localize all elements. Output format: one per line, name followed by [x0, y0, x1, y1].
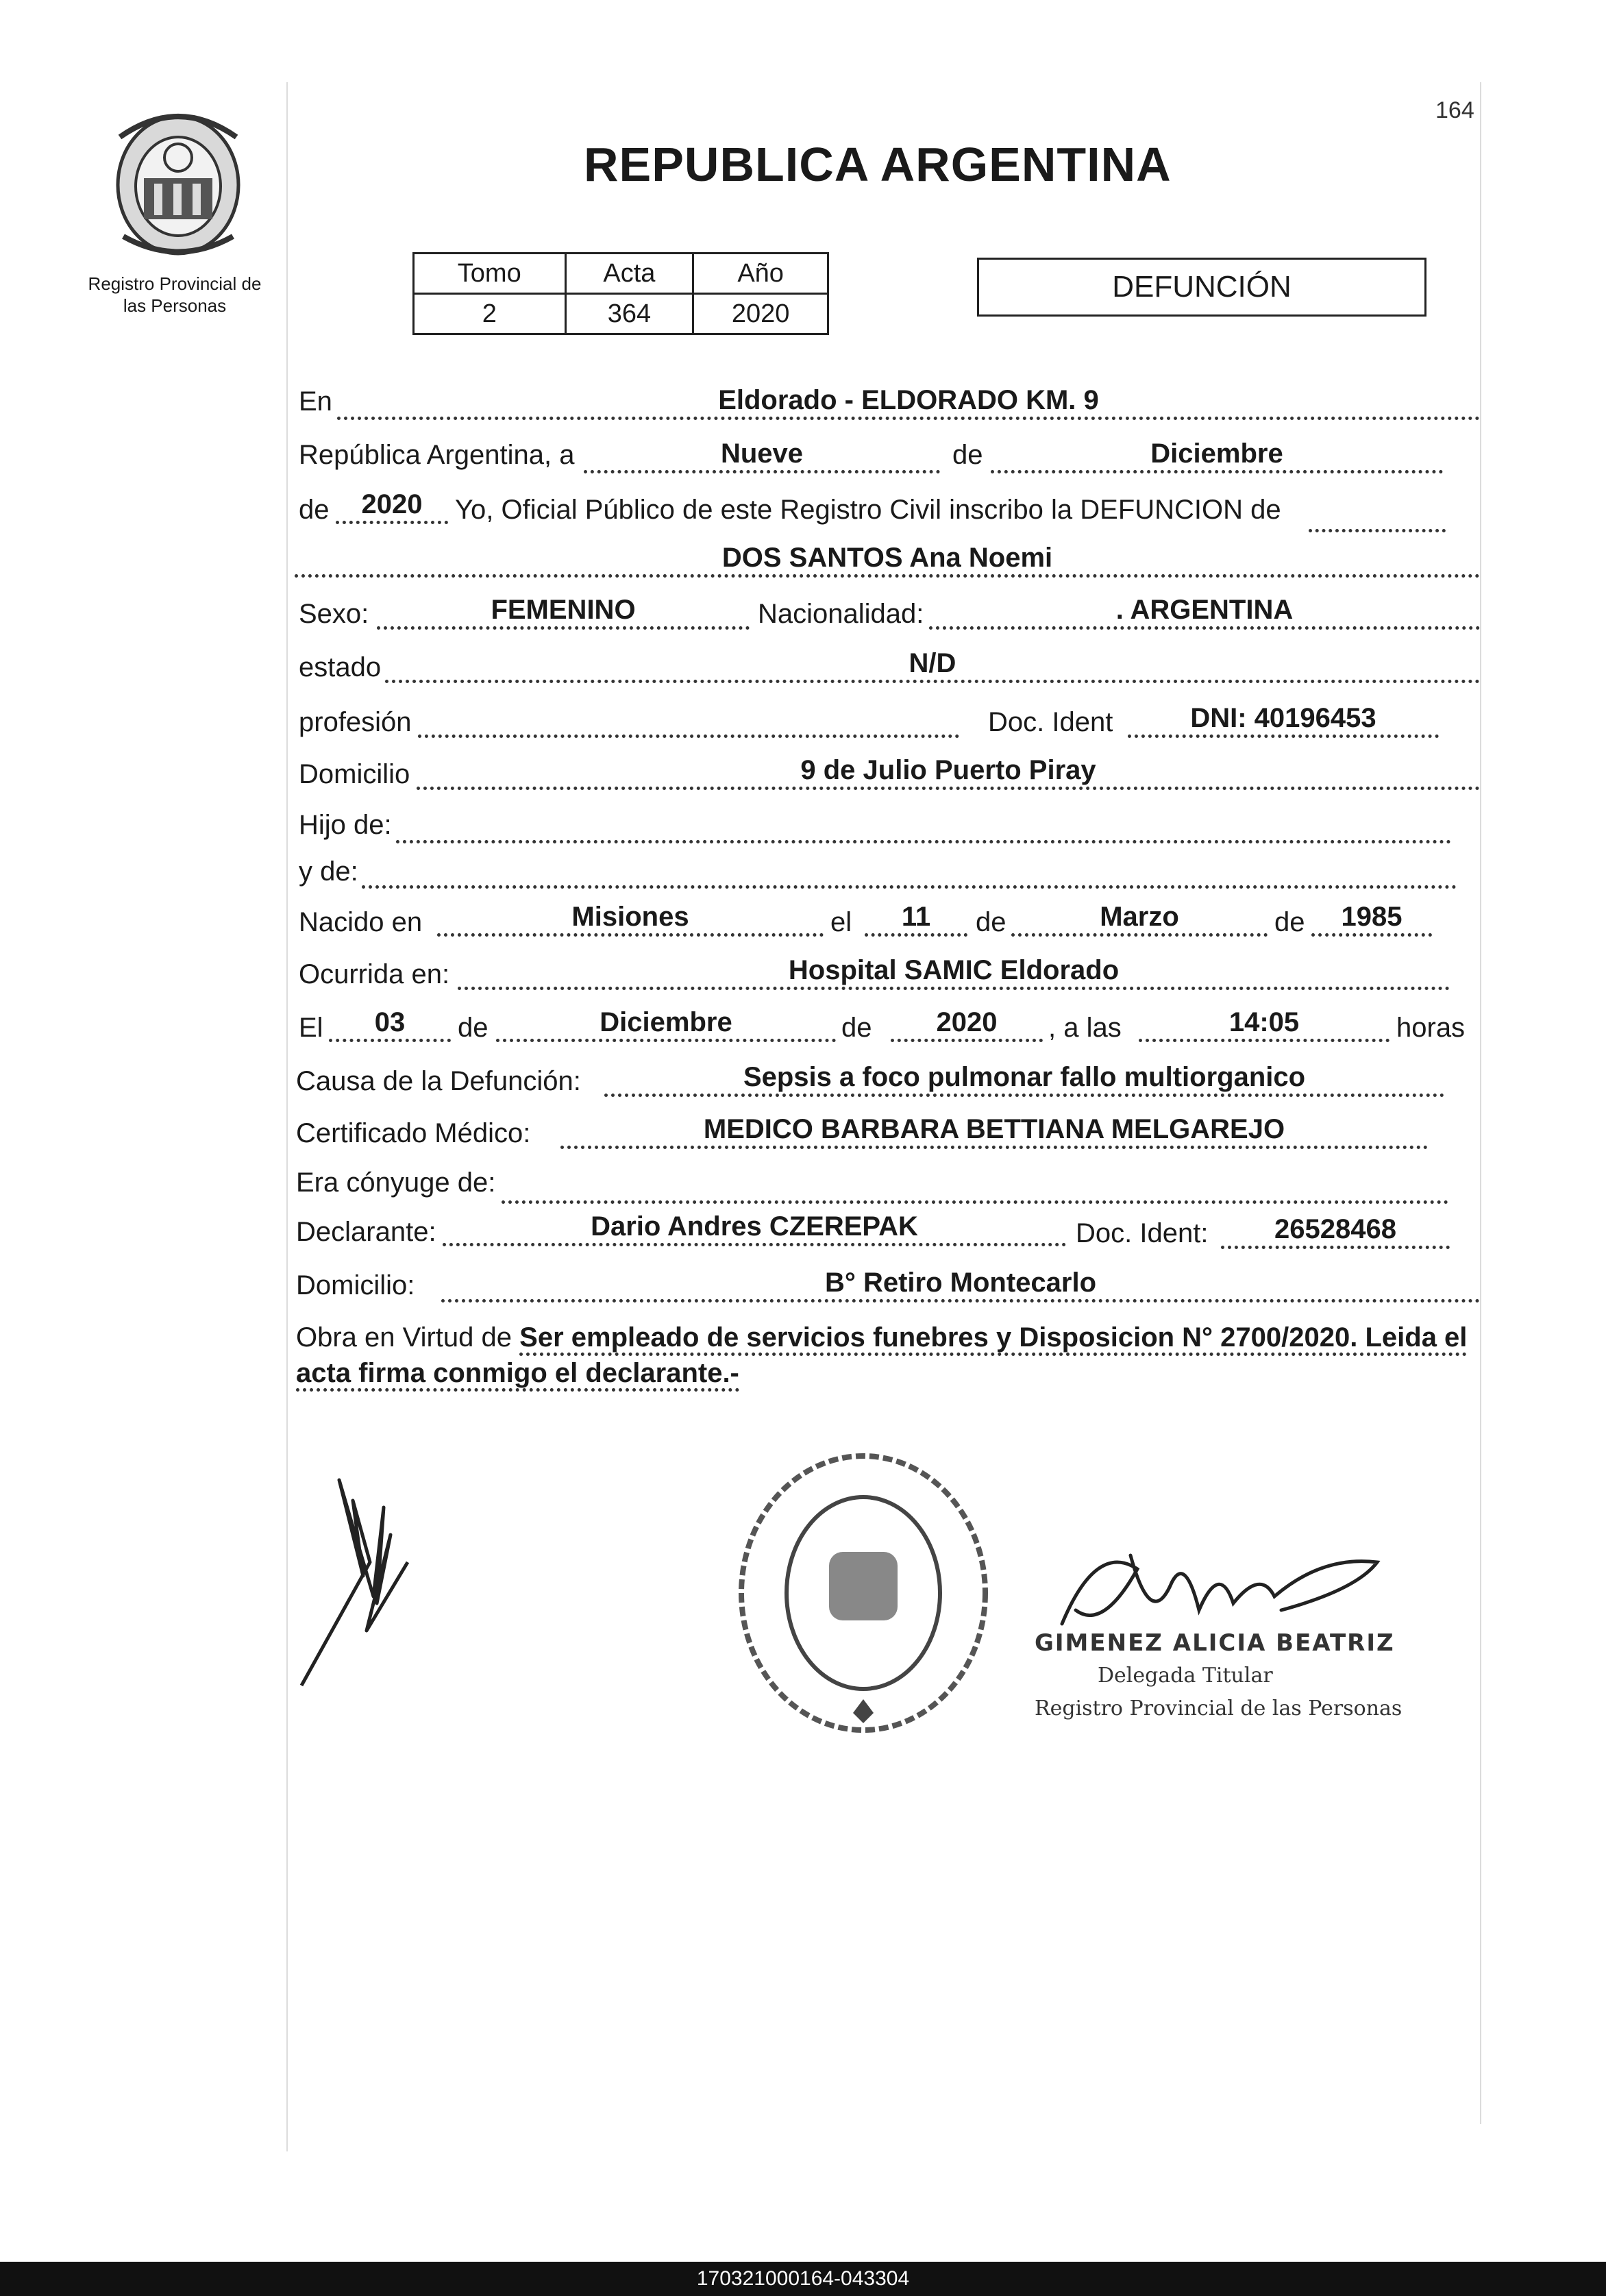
death-time-field: 14:05	[1139, 1006, 1389, 1042]
declarant-signature	[288, 1459, 418, 1706]
decl-doc-field: 26528468	[1221, 1213, 1450, 1249]
domicilio-field: 9 de Julio Puerto Piray	[417, 754, 1480, 790]
hijo-field	[396, 807, 1451, 843]
conyuge-label: Era cónyuge de:	[296, 1168, 496, 1198]
official-signature	[1055, 1528, 1384, 1644]
nacionalidad-field: . ARGENTINA	[929, 593, 1480, 630]
table-header-tomo: Tomo	[414, 254, 566, 294]
death-de2-label: de	[841, 1013, 872, 1043]
year-prefix-label: de	[299, 495, 330, 525]
footer-code: 170321000164-043304	[696, 2267, 910, 2290]
cert-field: MEDICO BARBARA BETTIANA MELGAREJO	[560, 1113, 1428, 1149]
handwritten-signature-icon	[1055, 1528, 1384, 1644]
yde-label: y de:	[299, 856, 358, 887]
year-field: 2020	[336, 488, 448, 524]
place-field: Eldorado - ELDORADO KM. 9	[337, 384, 1480, 420]
provincial-emblem	[106, 103, 250, 260]
rep-label: República Argentina, a	[299, 440, 575, 470]
el-label: el	[830, 907, 852, 937]
page-number: 164	[1435, 97, 1474, 123]
document-footer	[0, 2262, 1606, 2296]
left-margin-line	[286, 82, 288, 2151]
signatory-role: Delegada Titular	[1098, 1664, 1273, 1688]
obra-field: Ser empleado de servicios funebres y Disposicion N° 2700/2020. Leida el acta firma conmigo el declarante.-	[296, 1322, 1467, 1392]
nacido-label: Nacido en	[299, 907, 423, 937]
doc-field: DNI: 40196453	[1128, 702, 1439, 738]
estado-field: N/D	[385, 647, 1480, 683]
table-value-tomo: 2	[414, 294, 566, 334]
ocurrida-field: Hospital SAMIC Eldorado	[458, 954, 1450, 990]
handwritten-signature-icon	[288, 1459, 418, 1706]
el2-label: El	[299, 1013, 323, 1043]
birth-de2-label: de	[1274, 907, 1305, 937]
stamp-seal-icon	[733, 1439, 993, 1740]
death-day-field: 03	[329, 1006, 451, 1042]
obra-paragraph	[296, 1320, 1474, 1391]
table-value-ano: 2020	[693, 294, 828, 334]
obra-label: Obra en Virtud de	[296, 1322, 512, 1353]
causa-label: Causa de la Defunción:	[296, 1066, 581, 1096]
hijo-label: Hijo de:	[299, 810, 392, 840]
alas-label: , a las	[1048, 1013, 1122, 1043]
record-type-box: DEFUNCIÓN	[977, 258, 1426, 317]
horas-label: horas	[1396, 1013, 1466, 1043]
de-label: de	[952, 440, 983, 470]
registry-label: Registro Provincial de las Personas	[88, 273, 262, 316]
table-header-acta: Acta	[565, 254, 693, 294]
doc-label: Doc. Ident	[988, 707, 1113, 737]
table-value-row	[414, 294, 828, 334]
month-field: Diciembre	[991, 437, 1443, 473]
official-text: Yo, Oficial Público de este Registro Civil inscribo la DEFUNCION de	[455, 495, 1281, 525]
official-stamp	[733, 1439, 993, 1740]
misiones-shield-icon	[106, 103, 250, 260]
en-label: En	[299, 386, 332, 417]
ocurrida-label: Ocurrida en:	[299, 959, 450, 989]
official-trail-field	[1309, 496, 1446, 532]
sexo-label: Sexo:	[299, 599, 369, 629]
declarante-field: Dario Andres CZEREPAK	[443, 1210, 1066, 1246]
nacionalidad-label: Nacionalidad:	[758, 599, 924, 629]
birth-month-field: Marzo	[1011, 900, 1268, 937]
profesion-field	[418, 702, 959, 738]
table-value-acta: 364	[565, 294, 693, 334]
conyuge-field	[502, 1168, 1448, 1204]
table-header-row	[414, 254, 828, 294]
yde-field	[362, 852, 1457, 889]
death-de1-label: de	[458, 1013, 489, 1043]
sexo-field: FEMENINO	[377, 593, 750, 630]
declarante-label: Declarante:	[296, 1217, 436, 1247]
death-year-field: 2020	[891, 1006, 1043, 1042]
birth-day-field: 11	[865, 900, 967, 937]
signatory-org: Registro Provincial de las Personas	[1035, 1696, 1403, 1720]
birth-de1-label: de	[976, 907, 1006, 937]
domicilio-label: Domicilio	[299, 759, 410, 789]
decl-doc-label: Doc. Ident:	[1076, 1218, 1209, 1248]
signatory-name: GIMENEZ ALICIA BEATRIZ	[1035, 1629, 1395, 1657]
estado-label: estado	[299, 652, 382, 682]
nacido-field: Misiones	[437, 900, 824, 937]
table-header-ano: Año	[693, 254, 828, 294]
decl-dom-label: Domicilio:	[296, 1270, 415, 1300]
right-margin-line	[1480, 82, 1481, 2124]
page-title: REPUBLICA ARGENTINA	[584, 138, 1172, 191]
causa-field: Sepsis a foco pulmonar fallo multiorganico	[604, 1061, 1444, 1097]
deceased-name-field: DOS SANTOS Ana Noemi	[295, 541, 1480, 578]
record-table	[412, 252, 829, 335]
day-field: Nueve	[584, 437, 940, 473]
profesion-label: profesión	[299, 707, 412, 737]
death-month-field: Diciembre	[496, 1006, 836, 1042]
decl-dom-field: B° Retiro Montecarlo	[441, 1266, 1480, 1303]
cert-label: Certificado Médico:	[296, 1118, 531, 1148]
birth-year-field: 1985	[1311, 900, 1432, 937]
